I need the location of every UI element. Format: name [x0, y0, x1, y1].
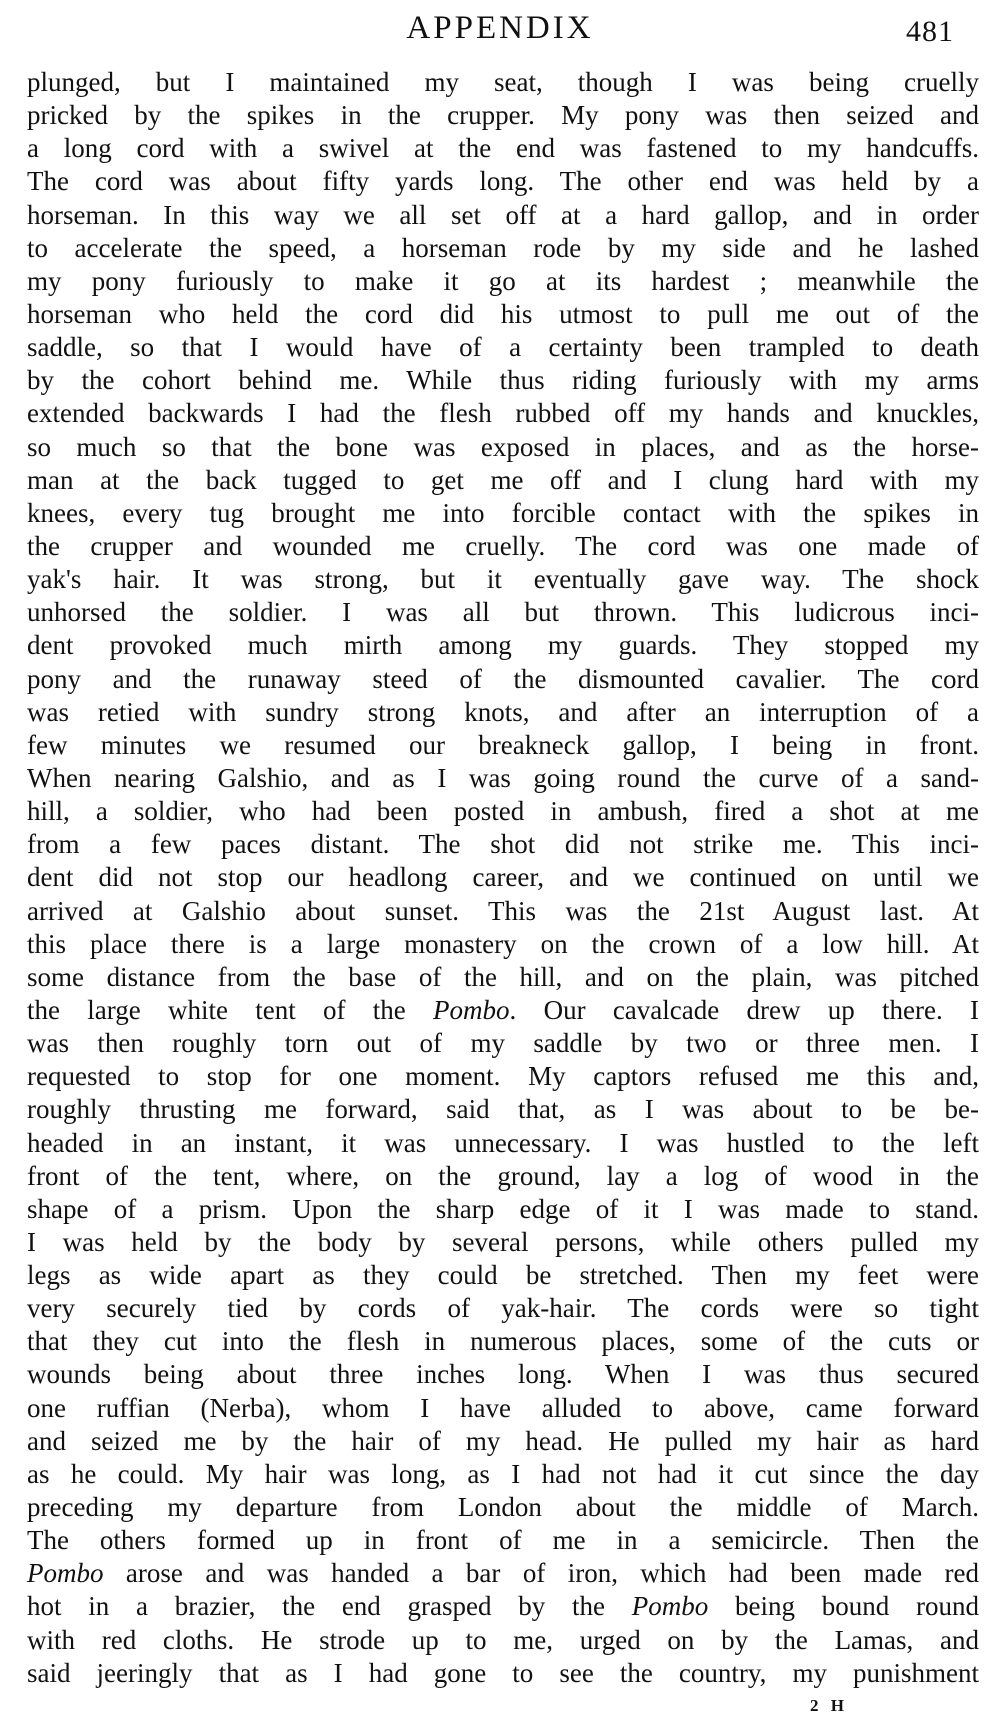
text-line: [27, 1392, 979, 1425]
text-line: [27, 165, 979, 198]
text-segment: was then roughly torn out of my saddle by two or three men. I: [27, 1028, 979, 1059]
text-line: [27, 1557, 979, 1590]
text-line: [27, 1093, 979, 1126]
text-line: [27, 928, 979, 961]
body-text: [27, 66, 979, 1690]
text-line: [27, 497, 979, 530]
text-line: [27, 1259, 979, 1292]
text-line: [27, 66, 979, 99]
running-title: APPENDIX: [406, 10, 594, 46]
text-segment: and seized me by the hair of my head. He pulled my hair as hard: [27, 1425, 979, 1456]
text-segment: . Our cavalcade drew up there. I: [509, 994, 979, 1025]
text-line: [27, 1325, 979, 1358]
text-line: [27, 696, 979, 729]
text-segment: hill, a soldier, who had been posted in ambush, fired a shot at me: [27, 796, 979, 827]
text-line: [27, 1624, 979, 1657]
text-segment: one ruffian (Nerba), whom I have alluded to above, came forward: [27, 1392, 979, 1423]
text-segment: arrived at Galshio about sunset. This was the 21st August last. At: [27, 895, 979, 926]
text-segment: the large white tent of the: [27, 994, 434, 1025]
text-line: [27, 232, 979, 265]
text-line: [27, 431, 979, 464]
text-segment: so much so that the bone was exposed in places, and as the horse-: [27, 431, 979, 462]
text-line: [27, 828, 979, 861]
text-line: [27, 596, 979, 629]
text-segment: very securely tied by cords of yak-hair. The cords were so tight: [27, 1293, 979, 1324]
text-line: [27, 1127, 979, 1160]
text-segment: arose and was handed a bar of iron, which had been made red: [103, 1558, 979, 1589]
text-segment: yak's hair. It was strong, but it eventually gave way. The shock: [27, 564, 979, 595]
text-line: [27, 629, 979, 662]
text-line: [27, 1358, 979, 1391]
text-segment: wounds being about three inches long. When I was thus secured: [27, 1359, 979, 1390]
text-line: [27, 1226, 979, 1259]
text-segment: horseman. In this way we all set off at a hard gallop, and in order: [27, 199, 979, 230]
text-segment: the crupper and wounded me cruelly. The cord was one made of: [27, 530, 979, 561]
text-segment: extended backwards I had the flesh rubbed off my hands and knuckles,: [27, 398, 979, 429]
text-segment: shape of a prism. Upon the sharp edge of it I was made to stand.: [27, 1193, 979, 1224]
text-segment: hot in a brazier, the end grasped by the: [27, 1591, 632, 1622]
text-segment: a long cord with a swivel at the end was fastened to my handcuffs.: [27, 133, 979, 164]
text-line: [27, 364, 979, 397]
text-segment: some distance from the base of the hill, and on the plain, was pitched: [27, 961, 979, 992]
text-line: [27, 1590, 979, 1623]
text-line: [27, 563, 979, 596]
text-line: [27, 861, 979, 894]
text-segment: front of the tent, where, on the ground, lay a log of wood in the: [27, 1160, 979, 1191]
text-segment: said jeeringly that as I had gone to see the country, my punishment: [27, 1657, 979, 1688]
text-segment: being bound round: [708, 1591, 979, 1622]
text-line: [27, 530, 979, 563]
text-segment: The cord was about fifty yards long. The other end was held by a: [27, 166, 979, 197]
text-line: [27, 132, 979, 165]
text-segment: dent did not stop our headlong career, and we continued on until we: [27, 862, 979, 893]
text-line: [27, 1060, 979, 1093]
text-line: [27, 265, 979, 298]
text-segment: by the cohort behind me. While thus riding furiously with my arms: [27, 365, 979, 396]
text-segment: this place there is a large monastery on the crown of a low hill. At: [27, 928, 979, 959]
text-segment: as he could. My hair was long, as I had not had it cut since the day: [27, 1458, 979, 1489]
text-line: [27, 663, 979, 696]
text-line: [27, 199, 979, 232]
text-segment: saddle, so that I would have of a certainty been trampled to death: [27, 332, 979, 363]
text-segment: to accelerate the speed, a horseman rode by my side and he lashed: [27, 232, 979, 263]
text-segment: dent provoked much mirth among my guards. They stopped my: [27, 630, 979, 661]
text-line: [27, 1292, 979, 1325]
text-line: [27, 1524, 979, 1557]
text-segment: few minutes we resumed our breakneck gallop, I being in front.: [27, 729, 979, 760]
text-segment: preceding my departure from London about the middle of March.: [27, 1492, 979, 1523]
italic-term: Pombo: [27, 1558, 104, 1589]
text-line: [27, 729, 979, 762]
text-line: [27, 99, 979, 132]
text-segment: headed in an instant, it was unnecessary. I was hustled to the left: [27, 1127, 979, 1158]
text-segment: from a few paces distant. The shot did not strike me. This inci-: [27, 829, 979, 860]
page-number: 481: [906, 15, 954, 48]
text-segment: plunged, but I maintained my seat, though I was being cruelly: [27, 67, 979, 97]
text-segment: I was held by the body by several persons, while others pulled my: [27, 1226, 979, 1257]
text-segment: When nearing Galshio, and as I was going round the curve of a sand-: [27, 762, 979, 793]
text-line: [27, 994, 979, 1027]
text-segment: The others formed up in front of me in a semicircle. Then the: [27, 1525, 979, 1556]
text-line: [27, 895, 979, 928]
text-line: [27, 298, 979, 331]
text-segment: pricked by the spikes in the crupper. My pony was then seized and: [27, 100, 979, 131]
text-segment: that they cut into the flesh in numerous places, some of the cuts or: [27, 1326, 979, 1357]
text-line: [27, 397, 979, 430]
text-segment: unhorsed the soldier. I was all but thrown. This ludicrous inci-: [27, 597, 979, 628]
running-head: [0, 6, 1000, 50]
text-segment: legs as wide apart as they could be stretched. Then my feet were: [27, 1260, 979, 1291]
signature-mark: 2 H: [810, 1696, 848, 1715]
text-line: [27, 1193, 979, 1226]
text-segment: with red cloths. He strode up to me, urged on by the Lamas, and: [27, 1624, 979, 1655]
text-line: [27, 961, 979, 994]
text-segment: was retied with sundry strong knots, and after an interruption of a: [27, 696, 979, 727]
text-segment: my pony furiously to make it go at its hardest ; meanwhile the: [27, 265, 979, 296]
text-line: [27, 1425, 979, 1458]
text-segment: pony and the runaway steed of the dismounted cavalier. The cord: [27, 663, 979, 694]
text-line: [27, 1657, 979, 1690]
text-line: [27, 762, 979, 795]
text-segment: knees, every tug brought me into forcible contact with the spikes in: [27, 497, 979, 528]
text-line: [27, 331, 979, 364]
text-segment: man at the back tugged to get me off and I clung hard with my: [27, 464, 979, 495]
text-line: [27, 1160, 979, 1193]
text-line: [27, 1027, 979, 1060]
text-segment: roughly thrusting me forward, said that, as I was about to be be-: [27, 1094, 979, 1125]
text-line: [27, 795, 979, 828]
text-line: [27, 464, 979, 497]
text-line: [27, 1458, 979, 1491]
italic-term: Pombo: [433, 994, 510, 1025]
text-segment: requested to stop for one moment. My captors refused me this and,: [27, 1061, 979, 1092]
italic-term: Pombo: [631, 1591, 709, 1622]
text-line: [27, 1491, 979, 1524]
text-segment: horseman who held the cord did his utmost to pull me out of the: [27, 298, 979, 329]
